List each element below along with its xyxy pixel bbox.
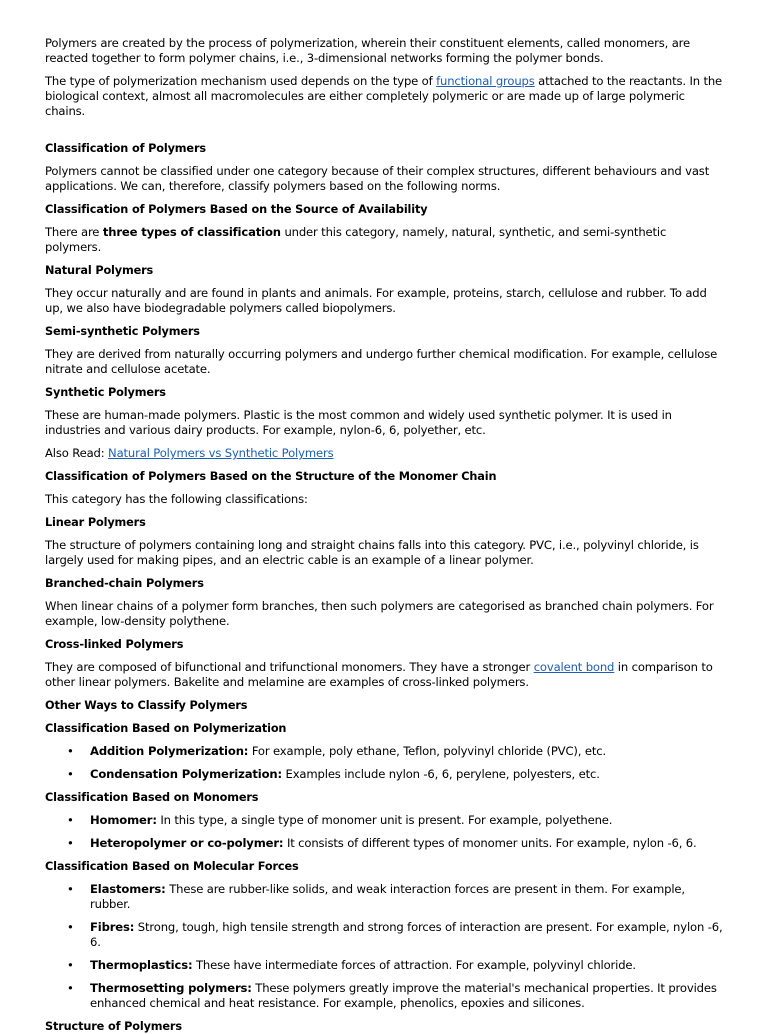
list-item-term: Elastomers: xyxy=(90,882,166,896)
natural-heading: Natural Polymers xyxy=(45,264,154,277)
linear-text: The structure of polymers containing long and straight chains falls into this category. PVC, i.e., polyvinyl chloride, is largely used for making pipes, and an electric cable is an example of a linear polymer. xyxy=(45,538,699,567)
source-text-start: There are xyxy=(45,225,103,239)
list-item-text: These polymers greatly improve the material's mechanical properties. It provides enhanced chemical and heat resistance. For example, phenolics, epoxies and silicones. xyxy=(90,981,717,1010)
list-item-term: Fibres: xyxy=(90,920,135,934)
cross-text-start: They are composed of bifunctional and trifunctional monomers. They have a stronger xyxy=(45,660,534,674)
list-item-text: It consists of different types of monomer units. For example, nylon -6, 6. xyxy=(283,836,697,850)
branched-text: When linear chains of a polymer form branches, then such polymers are categorised as branched chain polymers. For example, low-density polythene. xyxy=(45,599,714,628)
also-read xyxy=(45,446,724,461)
semi-synthetic-text: They are derived from naturally occurring polymers and undergo further chemical modification. For example, cellulose nitrate and cellulose acetate. xyxy=(45,347,718,376)
list-item-term: Thermosetting polymers: xyxy=(90,981,252,995)
list-item-text: Examples include nylon -6, 6, perylene, polyesters, etc. xyxy=(282,767,600,781)
branched-heading: Branched-chain Polymers xyxy=(45,577,204,590)
list-item-text: These are rubber-like solids, and weak interaction forces are present in them. For example, rubber. xyxy=(90,882,685,911)
list-item-text: Strong, tough, high tensile strength and strong forces of interaction are present. For example, nylon -6, 6. xyxy=(90,920,723,949)
intro-paragraph-2 xyxy=(45,74,724,119)
list-item xyxy=(45,744,724,759)
natural-vs-synthetic-link[interactable]: Natural Polymers vs Synthetic Polymers xyxy=(108,446,334,460)
covalent-bond-link[interactable]: covalent bond xyxy=(533,660,615,674)
functional-groups-link[interactable]: functional groups xyxy=(436,74,535,88)
natural-text: They occur naturally and are found in plants and animals. For example, proteins, starch, cellulose and rubber. To add up, we also have biodegradable polymers called biopolymers. xyxy=(45,286,707,315)
intro-paragraph: Polymers are created by the process of polymerization, wherein their constituent elements, called monomers, are reacted together to form polymer chains, i.e., 3-dimensional networks forming the polymer bonds. xyxy=(45,36,691,65)
source-text-end: under this category, namely, natural, synthetic, and semi-synthetic polymers. xyxy=(45,225,667,254)
source-text-bold: three types of classification xyxy=(102,225,281,239)
list-item-term: Homomer: xyxy=(90,813,157,827)
intro-text: The type of polymerization mechanism used depends on the type of xyxy=(45,74,437,88)
classification-heading: Classification of Polymers xyxy=(45,142,206,155)
source-heading: Classification of Polymers Based on the Source of Availability xyxy=(45,203,428,216)
list-item-term: Thermoplastics: xyxy=(90,958,193,972)
list-item xyxy=(45,920,724,950)
list-item xyxy=(45,981,724,1011)
monomers-heading: Classification Based on Monomers xyxy=(45,791,259,804)
cross-linked-heading: Cross-linked Polymers xyxy=(45,638,184,651)
other-ways-heading: Other Ways to Classify Polymers xyxy=(45,699,248,712)
structure-intro: This category has the following classifications: xyxy=(45,492,308,506)
synthetic-heading: Synthetic Polymers xyxy=(45,386,166,399)
list-item xyxy=(45,767,724,782)
linear-heading: Linear Polymers xyxy=(45,516,146,529)
intro-text-end: attached to the reactants. In the biological context, almost all macromolecules are either completely polymeric or are made up of large polymeric chains. xyxy=(45,74,723,118)
forces-list xyxy=(45,882,724,1011)
synthetic-text: These are human-made polymers. Plastic is the most common and widely used synthetic polymer. It is used in industries and various dairy products. For example, nylon-6, 6, polyether, etc. xyxy=(45,408,672,437)
polymerization-list xyxy=(45,744,724,782)
structure-heading: Classification of Polymers Based on the Structure of the Monomer Chain xyxy=(45,470,497,483)
list-item xyxy=(45,813,724,828)
cross-linked-text xyxy=(45,660,724,690)
classification-text: Polymers cannot be classified under one category because of their complex structures, different behaviours and vast applications. We can, therefore, classify polymers based on the following norms. xyxy=(45,164,710,193)
monomers-list xyxy=(45,813,724,851)
list-item xyxy=(45,836,724,851)
cross-text-end: in comparison to other linear polymers. Bakelite and melamine are examples of cross-linked polymers. xyxy=(45,660,713,689)
source-text xyxy=(45,225,724,255)
list-item-term: Heteropolymer or co-polymer: xyxy=(90,836,284,850)
list-item-term: Addition Polymerization: xyxy=(90,744,249,758)
list-item-term: Condensation Polymerization: xyxy=(90,767,283,781)
forces-heading: Classification Based on Molecular Forces xyxy=(45,860,299,873)
semi-synthetic-heading: Semi-synthetic Polymers xyxy=(45,325,200,338)
polymerization-heading: Classification Based on Polymerization xyxy=(45,722,287,735)
list-item xyxy=(45,958,724,973)
list-item-text: These have intermediate forces of attraction. For example, polyvinyl chloride. xyxy=(192,958,636,972)
list-item xyxy=(45,882,724,912)
list-item-text: In this type, a single type of monomer unit is present. For example, polyethene. xyxy=(156,813,613,827)
also-read-label: Also Read: xyxy=(45,446,109,460)
structure-of-polymers-heading: Structure of Polymers xyxy=(45,1020,182,1033)
list-item-text: For example, poly ethane, Teflon, polyvinyl chloride (PVC), etc. xyxy=(248,744,606,758)
